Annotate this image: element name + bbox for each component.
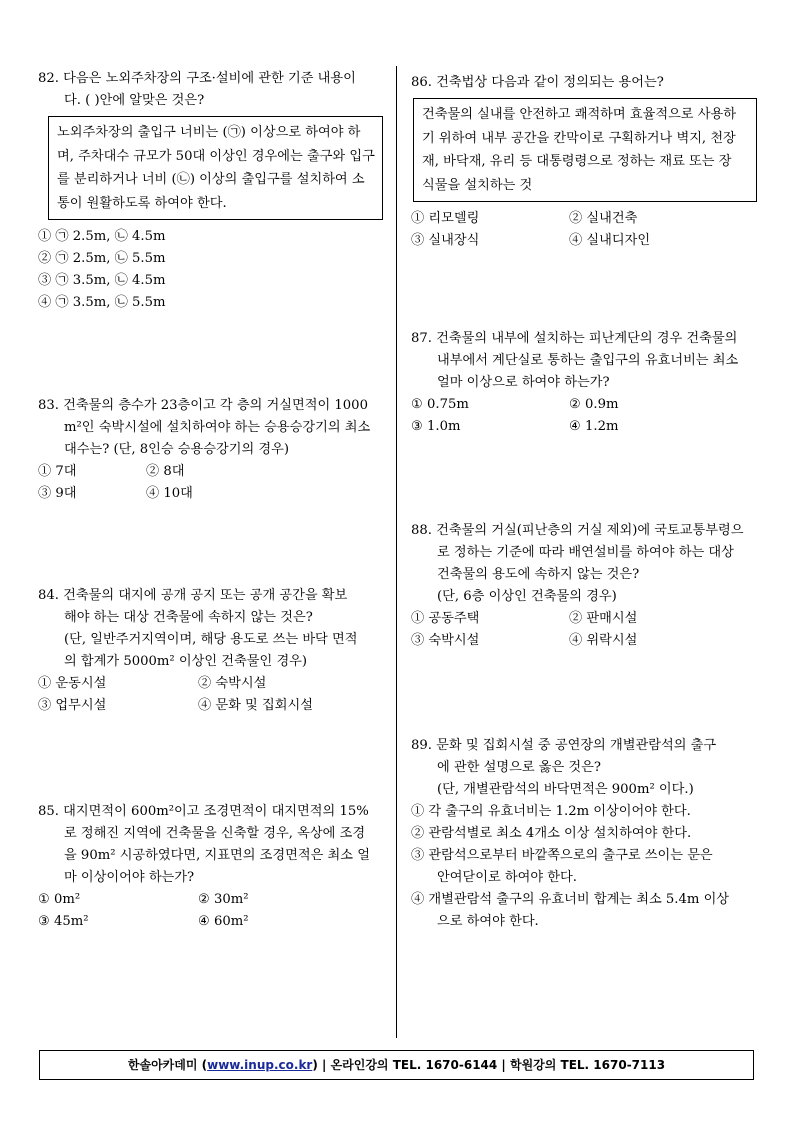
- options-row: [38, 911, 383, 933]
- options-row: [38, 673, 383, 695]
- column-divider: [396, 66, 397, 1038]
- option: ④ 개별관람석 출구의 유효너비 합계는 최소 5.4m 이상: [411, 892, 730, 907]
- box-line: 재, 바닥재, 유리 등 대통령령으로 정하는 재료 또는 장: [422, 154, 732, 169]
- option: ② 숙박시설: [198, 676, 267, 691]
- question-83: [38, 395, 383, 505]
- question-82-stem: 다. ( )안에 알맞은 것은?: [64, 93, 205, 108]
- question-86: [411, 72, 757, 252]
- question-83-stem: 83. 건축물의 층수가 23층이고 각 층의 거실면적이 1000: [38, 398, 368, 413]
- option: ① ㉠ 2.5m, ㉡ 4.5m: [38, 229, 166, 244]
- option: ③ 9대: [38, 486, 77, 501]
- option: ② 8대: [146, 464, 185, 479]
- option: ④ 위락시설: [569, 633, 638, 648]
- question-89-stem: 에 관한 설명으로 옳은 것은?: [437, 760, 601, 775]
- question-88-stem: 로 정하는 기준에 따라 배연설비를 하여야 하는 대상: [437, 545, 734, 560]
- question-88-stem: (단, 6층 이상인 건축물의 경우): [437, 589, 617, 604]
- option: ③ 업무시설: [38, 698, 107, 713]
- question-84-stem: 의 합계가 5000m² 이상인 건축물인 경우): [64, 654, 308, 669]
- question-86-stem: 86. 건축법상 다음과 같이 정의되는 용어는?: [411, 75, 664, 90]
- question-85-stem: 마 이상이어야 하는가?: [64, 870, 195, 885]
- option: ① 0m²: [38, 892, 81, 907]
- question-86-box: [413, 98, 757, 202]
- option: ② 0.9m: [569, 397, 619, 412]
- question-83-stem: 대수는? (단, 8인승 승용승강기의 경우): [64, 442, 290, 457]
- question-85-stem: 로 정해진 지역에 건축물을 신축할 경우, 옥상에 조경: [64, 826, 366, 841]
- options-row: [411, 230, 757, 252]
- question-82-box: [48, 116, 383, 220]
- option: ④ ㉠ 3.5m, ㉡ 5.5m: [38, 295, 166, 310]
- options-row: [411, 630, 757, 652]
- option: ④ 10대: [146, 486, 193, 501]
- question-84: [38, 585, 383, 717]
- option: ② 30m²: [198, 892, 249, 907]
- box-line: 기 위하여 내부 공간을 칸막이로 구획하거나 벽지, 천장: [422, 130, 736, 146]
- box-line: 건축물의 실내를 안전하고 쾌적하며 효율적으로 사용하: [422, 107, 736, 122]
- options-row: [411, 208, 757, 230]
- options-row: [411, 416, 757, 438]
- question-88: [411, 520, 757, 652]
- question-84-stem: 84. 건축물의 대지에 공개 공지 또는 공개 공간을 확보: [38, 588, 348, 603]
- question-82: [38, 68, 383, 314]
- option-continued: 안여닫이로 하여야 한다.: [437, 870, 577, 885]
- footer-bar: [39, 1050, 754, 1080]
- question-88-stem: 건축물의 용도에 속하지 않는 것은?: [437, 567, 640, 582]
- question-87-stem: 얼마 이상으로 하여야 하는가?: [437, 375, 610, 390]
- option: ② 실내건축: [569, 211, 638, 226]
- question-85-stem: 85. 대지면적이 600m²이고 조경면적이 대지면적의 15%: [38, 804, 369, 819]
- options-row: [38, 889, 383, 911]
- option: ④ 60m²: [198, 914, 249, 929]
- option: ③ ㉠ 3.5m, ㉡ 4.5m: [38, 273, 166, 288]
- question-87-stem: 내부에서 계단실로 통하는 출입구의 유효너비는 최소: [437, 353, 739, 368]
- option: ② 관람석별로 최소 4개소 이상 설치하여야 한다.: [411, 826, 692, 841]
- option: ③ 45m²: [38, 914, 89, 929]
- question-89: [411, 735, 757, 933]
- option-continued: 으로 하여야 한다.: [437, 914, 539, 929]
- question-83-stem: m²인 숙박시설에 설치하여야 하는 승용승강기의 최소: [64, 420, 371, 435]
- option: ② 판매시설: [569, 611, 638, 626]
- website-link[interactable]: www.inup.co.kr: [207, 1058, 313, 1072]
- question-84-stem: 해야 하는 대상 건축물에 속하지 않는 것은?: [64, 610, 313, 625]
- option: ④ 문화 및 집회시설: [198, 698, 313, 713]
- option: ④ 1.2m: [569, 419, 619, 434]
- question-88-stem: 88. 건축물의 거실(피난층의 거실 제외)에 국토교통부령으: [411, 523, 744, 538]
- footer-prefix: 한솔아카데미 (: [127, 1058, 208, 1072]
- box-line: 식물을 설치하는 것: [422, 177, 533, 193]
- footer-contact: ) | 온라인강의 TEL. 1670-6144 | 학원강의 TEL. 1670-7113: [312, 1058, 666, 1072]
- box-line: 노외주차장의 출입구 너비는 (㉠) 이상으로 하여야 하: [57, 125, 361, 140]
- options-row: [38, 461, 383, 483]
- option: ③ 숙박시설: [411, 633, 480, 648]
- question-87: [411, 328, 757, 438]
- option: ① 운동시설: [38, 676, 107, 691]
- question-85-stem: 을 90m² 시공하였다면, 지표면의 조경면적은 최소 얼: [64, 848, 370, 863]
- question-82-stem: 82. 다음은 노외주차장의 구조·설비에 관한 기준 내용이: [38, 71, 356, 86]
- option: ③ 관람석으로부터 바깥쪽으로의 출구로 쓰이는 문은: [411, 848, 713, 863]
- option: ③ 1.0m: [411, 419, 461, 434]
- option: ③ 실내장식: [411, 233, 480, 248]
- box-line: 통이 원활하도록 하여야 한다.: [57, 195, 227, 211]
- question-89-stem: (단, 개별관람석의 바닥면적은 900m² 이다.): [437, 782, 694, 797]
- option: ① 리모델링: [411, 211, 480, 226]
- options-row: [38, 695, 383, 717]
- options-row: [411, 394, 757, 416]
- options-row: [38, 483, 383, 505]
- question-84-stem: (단, 일반주거지역이며, 해당 용도로 쓰는 바닥 면적: [64, 632, 358, 647]
- question-89-stem: 89. 문화 및 집회시설 중 공연장의 개별관람석의 출구: [411, 738, 717, 753]
- option: ① 각 출구의 유효너비는 1.2m 이상이어야 한다.: [411, 804, 691, 819]
- question-87-stem: 87. 건축물의 내부에 설치하는 피난계단의 경우 건축물의: [411, 331, 738, 346]
- option: ① 0.75m: [411, 397, 469, 412]
- option: ① 7대: [38, 464, 77, 479]
- question-85: [38, 801, 383, 933]
- option: ② ㉠ 2.5m, ㉡ 5.5m: [38, 251, 166, 266]
- box-line: 를 분리하거나 너비 (㉡) 이상의 출입구를 설치하여 소: [57, 172, 365, 187]
- option: ① 공동주택: [411, 611, 480, 626]
- options-row: [411, 608, 757, 630]
- option: ④ 실내디자인: [569, 233, 651, 248]
- box-line: 며, 주차대수 규모가 50대 이상인 경우에는 출구와 입구: [57, 148, 375, 164]
